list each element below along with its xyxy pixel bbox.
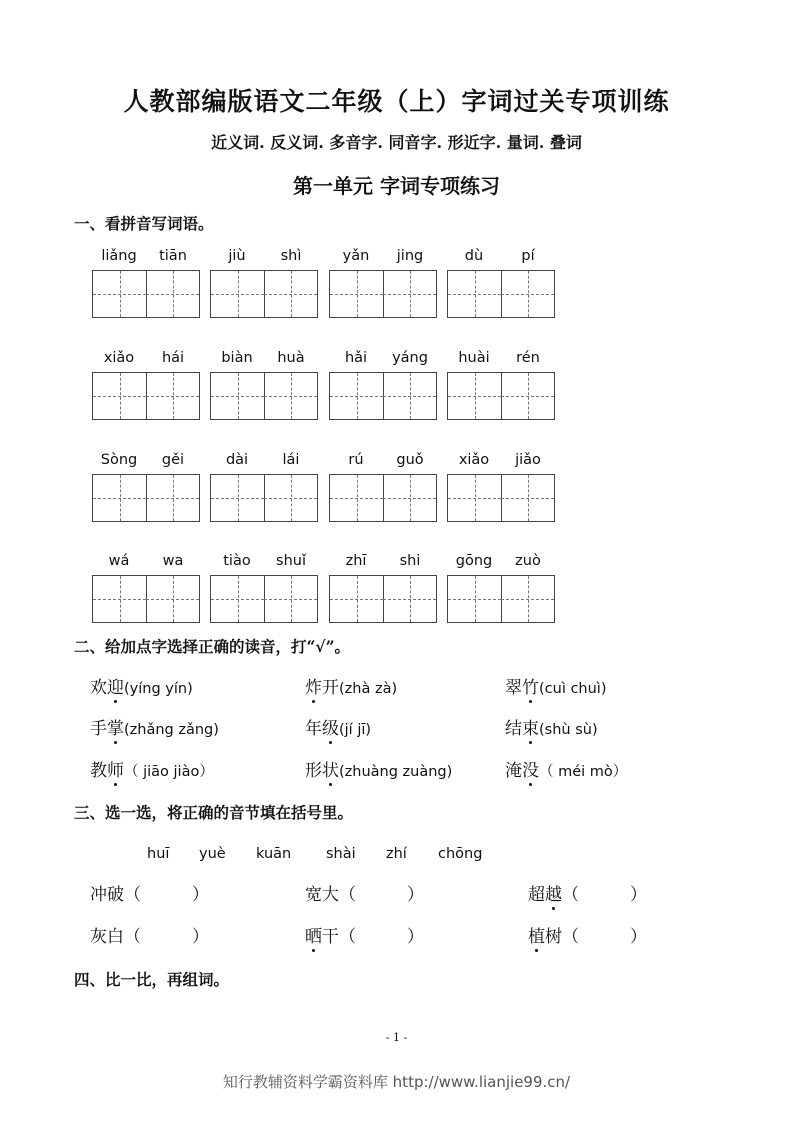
character: 大 <box>322 885 339 905</box>
character: 白 <box>107 927 124 947</box>
writing-cell[interactable] <box>211 576 265 622</box>
writing-cell[interactable] <box>264 373 317 419</box>
writing-cell[interactable] <box>211 271 265 317</box>
writing-cell[interactable] <box>330 271 384 317</box>
writing-grid[interactable] <box>210 372 318 420</box>
writing-cell[interactable] <box>448 271 502 317</box>
dotted-character: 迎 <box>107 673 124 698</box>
writing-cell[interactable] <box>330 373 384 419</box>
fill-item[interactable] <box>305 922 424 947</box>
pinyin-syllable: wa <box>162 553 184 569</box>
reading-choice-item[interactable] <box>305 673 397 698</box>
syllable-choice: shài <box>326 846 356 862</box>
character: 干 <box>322 927 339 947</box>
character: 灰 <box>90 927 107 947</box>
dotted-character: 竹 <box>522 673 539 698</box>
writing-cell[interactable] <box>211 475 265 521</box>
writing-cell[interactable] <box>93 475 147 521</box>
unit-title: 第一单元 字词专项练习 <box>293 174 500 198</box>
section2-heading: 二、给加点字选择正确的读音，打“√”。 <box>74 637 351 656</box>
writing-cell[interactable] <box>93 271 147 317</box>
syllable-choice: zhí <box>386 846 407 862</box>
writing-cell[interactable] <box>330 475 384 521</box>
pinyin-options: (jí jī) <box>339 722 372 738</box>
character: 翠 <box>505 678 522 698</box>
character: 宽 <box>305 885 322 905</box>
fill-item[interactable] <box>90 922 209 947</box>
reading-choice-item[interactable] <box>505 714 598 739</box>
writing-cell[interactable] <box>146 271 199 317</box>
dotted-character: 植 <box>528 922 545 947</box>
pinyin-syllable: lái <box>282 452 300 468</box>
pinyin-syllable: dù <box>464 248 484 264</box>
writing-cell[interactable] <box>501 475 554 521</box>
fill-item[interactable] <box>90 880 209 905</box>
character: 形 <box>305 761 322 781</box>
pinyin-syllable: wá <box>108 553 130 569</box>
pinyin-syllable: shuǐ <box>276 553 306 569</box>
writing-cell[interactable] <box>383 271 436 317</box>
pinyin-syllable: gōng <box>455 553 493 569</box>
syllable-choice: kuān <box>256 846 292 862</box>
writing-cell[interactable] <box>501 373 554 419</box>
pinyin-options: (cuì chuì) <box>539 681 607 697</box>
pinyin-syllable: shi <box>399 553 421 569</box>
character: 破 <box>107 885 124 905</box>
writing-cell[interactable] <box>93 576 147 622</box>
pinyin-syllable: dài <box>225 452 249 468</box>
character: 淹 <box>505 761 522 781</box>
answer-blank[interactable]: （ ） <box>562 927 647 947</box>
writing-cell[interactable] <box>264 475 317 521</box>
writing-cell[interactable] <box>93 373 147 419</box>
pinyin-syllable: xiǎo <box>458 452 490 468</box>
section4-heading: 四、比一比，再组词。 <box>74 970 230 989</box>
pinyin-syllable: jing <box>396 248 424 264</box>
writing-grid[interactable] <box>329 575 437 623</box>
answer-blank[interactable]: （ ） <box>124 885 209 905</box>
writing-grid[interactable] <box>447 270 555 318</box>
dotted-character: 晒 <box>305 922 322 947</box>
writing-grid[interactable] <box>329 474 437 522</box>
pinyin-syllable: liǎng <box>101 248 137 264</box>
writing-cell[interactable] <box>448 576 502 622</box>
pinyin-syllable: hái <box>161 350 185 366</box>
writing-cell[interactable] <box>146 576 199 622</box>
section3-heading: 三、选一选，将正确的音节填在括号里。 <box>74 803 354 822</box>
pinyin-options: （ jiāo jiào） <box>124 764 214 780</box>
reading-choice-item[interactable] <box>305 714 371 739</box>
page-title: 人教部编版语文二年级（上）字词过关专项训练 <box>123 87 670 116</box>
pinyin-options: (yíng yín) <box>124 681 193 697</box>
writing-cell[interactable] <box>146 373 199 419</box>
writing-grid[interactable] <box>92 270 200 318</box>
pinyin-options: (zhà zà) <box>339 681 398 697</box>
pinyin-syllable: jiǎo <box>515 452 541 468</box>
writing-grid[interactable] <box>92 575 200 623</box>
writing-cell[interactable] <box>264 576 317 622</box>
pinyin-syllable: tiào <box>223 553 251 569</box>
writing-cell[interactable] <box>211 373 265 419</box>
writing-grid[interactable] <box>447 474 555 522</box>
character: 手 <box>90 719 107 739</box>
page-number: - 1 - <box>385 1031 408 1044</box>
pinyin-syllable: xiǎo <box>103 350 135 366</box>
answer-blank[interactable]: （ ） <box>339 927 424 947</box>
syllable-choice: huī <box>147 846 170 862</box>
writing-cell[interactable] <box>383 576 436 622</box>
writing-grid[interactable] <box>92 372 200 420</box>
character: 冲 <box>90 885 107 905</box>
pinyin-options: (zhǎng zǎng) <box>124 722 219 738</box>
pinyin-syllable: huài <box>458 350 490 366</box>
character: 年 <box>305 719 322 739</box>
page-subtitle: 近义词. 反义词. 多音字. 同音字. 形近字. 量词. 叠词 <box>211 133 582 152</box>
writing-cell[interactable] <box>146 475 199 521</box>
dotted-character: 越 <box>545 880 562 905</box>
section1-heading: 一、看拼音写词语。 <box>74 214 214 233</box>
pinyin-syllable: shì <box>280 248 302 264</box>
fill-item[interactable] <box>528 880 647 905</box>
reading-choice-item[interactable] <box>90 673 193 698</box>
pinyin-options: (shù sù) <box>539 722 598 738</box>
syllable-choice: yuè <box>199 846 226 862</box>
character: 开 <box>322 678 339 698</box>
reading-choice-item[interactable] <box>90 756 214 781</box>
reading-choice-item[interactable] <box>90 714 219 739</box>
pinyin-syllable: Sòng <box>100 452 138 468</box>
writing-cell[interactable] <box>383 373 436 419</box>
fill-item[interactable] <box>305 880 424 905</box>
writing-cell[interactable] <box>383 475 436 521</box>
reading-choice-item[interactable] <box>505 673 607 698</box>
pinyin-options: （ méi mò） <box>539 764 628 780</box>
pinyin-syllable: yáng <box>392 350 428 366</box>
pinyin-syllable: tiān <box>159 248 187 264</box>
writing-grid[interactable] <box>329 372 437 420</box>
writing-cell[interactable] <box>501 271 554 317</box>
character: 欢 <box>90 678 107 698</box>
character: 教 <box>90 761 107 781</box>
writing-grid[interactable] <box>92 474 200 522</box>
pinyin-syllable: biàn <box>221 350 253 366</box>
pinyin-syllable: huà <box>277 350 305 366</box>
dotted-character: 束 <box>522 714 539 739</box>
reading-choice-item[interactable] <box>505 756 627 781</box>
writing-cell[interactable] <box>448 475 502 521</box>
answer-blank[interactable]: （ ） <box>339 885 424 905</box>
character: 结 <box>505 719 522 739</box>
pinyin-syllable: guǒ <box>396 452 424 468</box>
pinyin-options: (zhuàng zuàng) <box>339 764 453 780</box>
character: 树 <box>545 927 562 947</box>
watermark: 知行教辅资料学霸资料库 http://www.lianjie99.cn/ <box>222 1073 571 1091</box>
dotted-character: 级 <box>322 714 339 739</box>
writing-cell[interactable] <box>501 576 554 622</box>
writing-grid[interactable] <box>210 270 318 318</box>
writing-grid[interactable] <box>329 270 437 318</box>
answer-blank[interactable]: （ ） <box>562 885 647 905</box>
character: 超 <box>528 885 545 905</box>
pinyin-syllable: zhī <box>345 553 367 569</box>
pinyin-syllable: hǎi <box>344 350 368 366</box>
pinyin-syllable: pí <box>521 248 535 264</box>
pinyin-syllable: zuò <box>515 553 541 569</box>
dotted-character: 没 <box>522 756 539 781</box>
reading-choice-item[interactable] <box>305 756 452 781</box>
writing-cell[interactable] <box>448 373 502 419</box>
writing-cell[interactable] <box>330 576 384 622</box>
writing-cell[interactable] <box>264 271 317 317</box>
pinyin-syllable: rú <box>348 452 364 468</box>
dotted-character: 状 <box>322 756 339 781</box>
dotted-character: 掌 <box>107 714 124 739</box>
dotted-character: 炸 <box>305 673 322 698</box>
pinyin-syllable: rén <box>516 350 540 366</box>
syllable-choice: chōng <box>438 846 483 862</box>
dotted-character: 师 <box>107 756 124 781</box>
writing-grid[interactable] <box>210 474 318 522</box>
answer-blank[interactable]: （ ） <box>124 927 209 947</box>
writing-grid[interactable] <box>210 575 318 623</box>
fill-item[interactable] <box>528 922 647 947</box>
writing-grid[interactable] <box>447 575 555 623</box>
pinyin-syllable: yǎn <box>342 248 370 264</box>
pinyin-syllable: jiù <box>228 248 246 264</box>
writing-grid[interactable] <box>447 372 555 420</box>
pinyin-syllable: gěi <box>161 452 185 468</box>
